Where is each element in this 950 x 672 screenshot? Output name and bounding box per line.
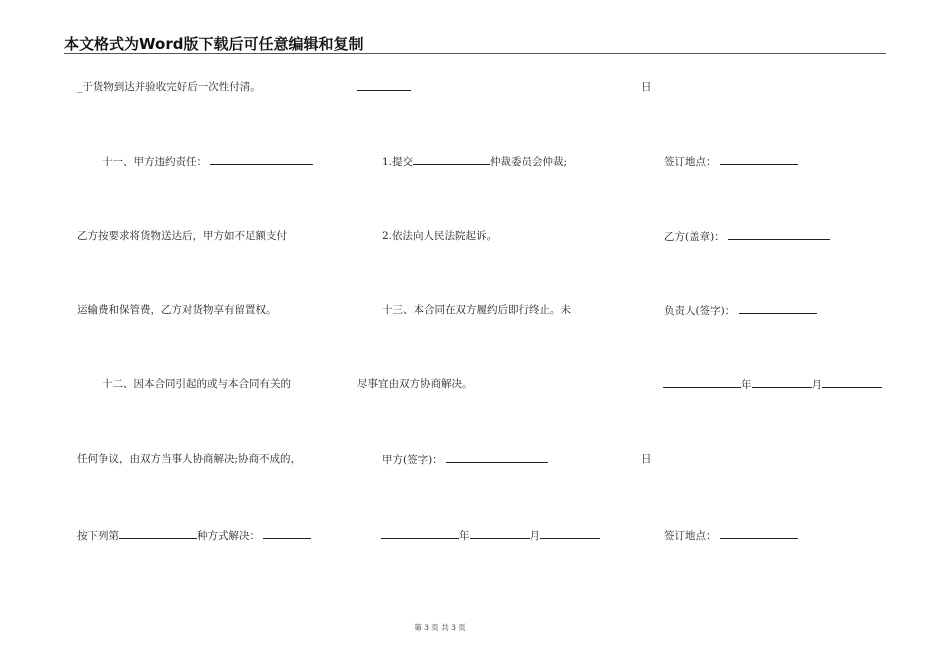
- signing-place-label-1: 签订地点：: [664, 156, 717, 168]
- party-a-signature-blank[interactable]: [446, 452, 548, 463]
- col3-line-party-b: [664, 229, 830, 244]
- negotiation-text: 任何争议，由双方当事人协商解决;协商不成的，: [77, 453, 302, 465]
- payment-text: _于货物到达并验收完好后一次性付清。: [77, 81, 261, 93]
- col1-line-negotiation: [77, 452, 301, 466]
- col3-line-responsible: [664, 303, 817, 318]
- delivery-text: 乙方按要求将货物送达后，甲方如不足额支付: [77, 230, 287, 242]
- party-a-label: 甲方(签字)：: [382, 454, 443, 466]
- breach-blank[interactable]: [210, 154, 313, 165]
- court-text: 2.依法向人民法院起诉。: [382, 230, 498, 242]
- day-label-1: 日: [641, 81, 652, 93]
- date-year-label: 年: [459, 530, 470, 542]
- col1-line-delivery: [77, 229, 287, 243]
- col2-line-arbitration: [382, 154, 567, 169]
- party-b-label: 乙方(盖章)：: [664, 231, 725, 243]
- header-rule: [64, 53, 886, 54]
- col1-line-lien: [77, 303, 277, 317]
- signing-place-label-2: 签订地点：: [664, 530, 717, 542]
- col2-line-court: [382, 229, 497, 243]
- breach-label: 十一、甲方违约责任：: [102, 156, 207, 168]
- termination-text: 十三、本合同在双方履约后即行终止。未: [382, 304, 571, 316]
- col3-month-label: 月: [811, 379, 822, 391]
- date-day-blank[interactable]: [540, 528, 600, 539]
- arbitration-suffix: 仲裁委员会仲裁;: [490, 156, 568, 168]
- method-prefix: 按下列第: [77, 530, 119, 542]
- document-header-title: 本文格式为Word版下载后可任意编辑和复制: [64, 35, 364, 53]
- col3-year-blank[interactable]: [663, 377, 741, 388]
- lien-text: 运输费和保管费，乙方对货物享有留置权。: [77, 304, 277, 316]
- arbitration-prefix: 1.提交: [382, 156, 414, 168]
- col3-line-day2: [641, 452, 652, 466]
- day-label-2: 日: [641, 453, 652, 465]
- col2-line-party-a: [382, 452, 548, 467]
- col3-day-blank[interactable]: [822, 377, 882, 388]
- col1-line-method: [77, 528, 311, 543]
- col3-month-blank[interactable]: [752, 377, 812, 388]
- col1-line-dispute: [102, 377, 291, 391]
- col2-line-termination: [382, 303, 571, 317]
- party-b-seal-blank[interactable]: [728, 229, 830, 240]
- col3-line-place2: [664, 528, 798, 543]
- col3-line-place1: [664, 154, 798, 169]
- page-number: 第 3 页 共 3 页: [414, 623, 466, 632]
- col3-line-day1: [641, 80, 652, 94]
- method-blank[interactable]: [263, 528, 311, 539]
- date-month-blank[interactable]: [470, 528, 530, 539]
- arbitration-blank[interactable]: [413, 154, 490, 165]
- col3-year-label: 年: [741, 379, 752, 391]
- signing-place-blank-2[interactable]: [720, 528, 798, 539]
- matters-text: 尽事宜由双方协商解决。: [357, 378, 473, 390]
- col2-line-date: [381, 528, 600, 543]
- method-number-blank[interactable]: [119, 528, 197, 539]
- col1-line-breach: [102, 154, 313, 169]
- date-year-blank[interactable]: [381, 528, 459, 539]
- signing-place-blank-1[interactable]: [720, 154, 798, 165]
- col3-line-date: [663, 377, 882, 392]
- col2-line-matters: [357, 377, 473, 391]
- dispute-text: 十二、因本合同引起的或与本合同有关的: [102, 378, 291, 390]
- responsible-label: 负责人(签字)：: [664, 305, 736, 317]
- col2-line-top-blank: [357, 80, 411, 95]
- top-blank[interactable]: [357, 80, 411, 91]
- responsible-signature-blank[interactable]: [739, 303, 817, 314]
- method-suffix: 种方式解决：: [197, 530, 260, 542]
- col1-line-payment: [77, 80, 261, 94]
- date-month-label: 月: [529, 530, 540, 542]
